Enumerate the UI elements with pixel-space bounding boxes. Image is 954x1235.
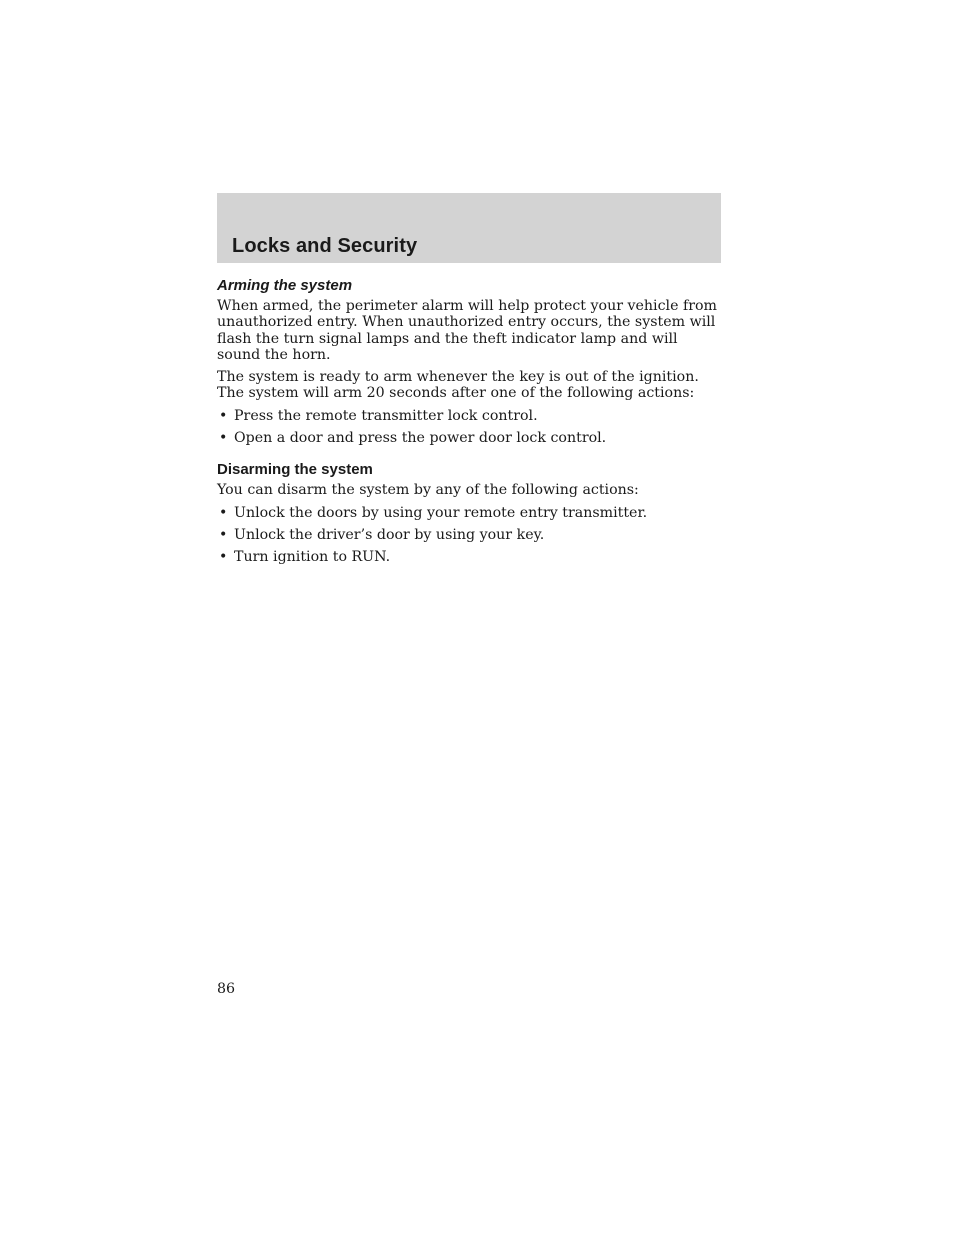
arming-paragraph-1: When armed, the perimeter alarm will help protect your vehicle from unauthorized entry. When unauthorized entry occurs, the system will flash the turn signal lamps and the theft indicator lamp and will sound the horn. bbox=[217, 298, 718, 363]
bullet-icon: • bbox=[219, 430, 228, 447]
list-item bbox=[217, 430, 721, 446]
arming-action-list bbox=[217, 408, 721, 447]
page-number: 86 bbox=[217, 981, 236, 997]
page-content bbox=[217, 276, 721, 572]
list-item-text: Turn ignition to RUN. bbox=[234, 549, 391, 566]
list-item bbox=[217, 505, 721, 521]
arming-heading: Arming the system bbox=[217, 277, 353, 294]
section-header-band bbox=[217, 193, 721, 263]
disarming-section bbox=[217, 460, 721, 565]
list-item-text: Press the remote transmitter lock control. bbox=[234, 407, 538, 424]
disarming-heading: Disarming the system bbox=[217, 461, 373, 479]
list-item-text: Unlock the driver’s door by using your key. bbox=[234, 526, 545, 543]
arming-section bbox=[217, 276, 721, 446]
bullet-icon: • bbox=[219, 526, 228, 543]
arming-paragraph-2: The system is ready to arm whenever the key is out of the ignition. The system will arm 20 seconds after one of the following actions: bbox=[217, 369, 699, 402]
list-item bbox=[217, 408, 721, 424]
bullet-icon: • bbox=[219, 504, 228, 521]
list-item bbox=[217, 527, 721, 543]
disarming-action-list bbox=[217, 505, 721, 566]
list-item bbox=[217, 549, 721, 565]
bullet-icon: • bbox=[219, 407, 228, 424]
list-item-text: Open a door and press the power door lock control. bbox=[234, 430, 607, 447]
disarming-intro: You can disarm the system by any of the following actions: bbox=[217, 482, 639, 499]
section-title: Locks and Security bbox=[232, 235, 418, 257]
list-item-text: Unlock the doors by using your remote entry transmitter. bbox=[234, 504, 648, 521]
bullet-icon: • bbox=[219, 549, 228, 566]
